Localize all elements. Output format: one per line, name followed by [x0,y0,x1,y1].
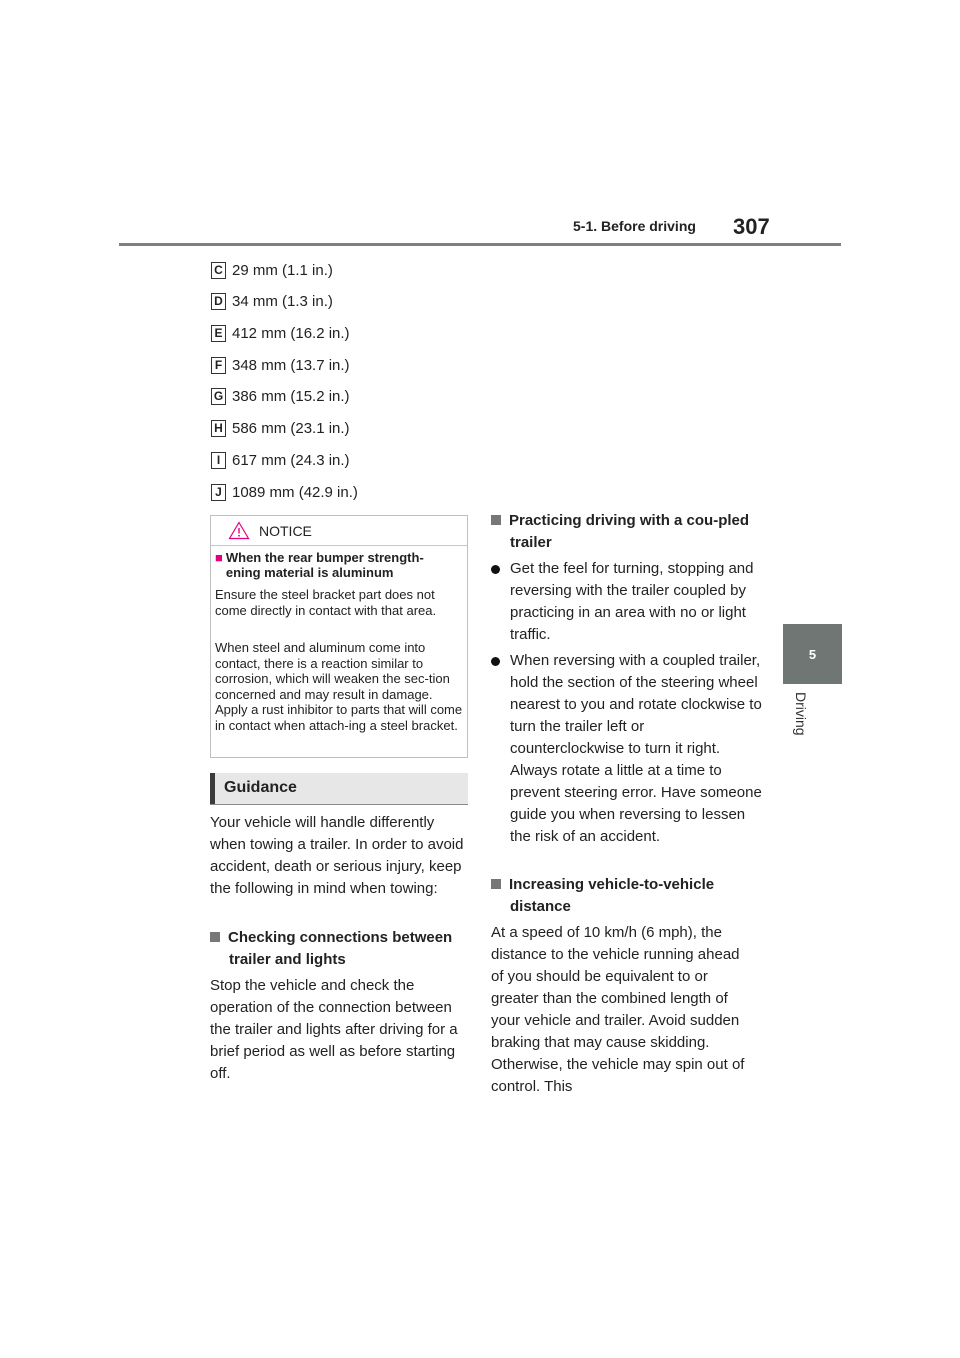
page-number: 307 [733,214,770,239]
notice-title: NOTICE [259,523,312,539]
section-heading-distance: Increasing vehicle-to-vehicle distance [491,874,768,918]
dimension-key: J [211,484,226,501]
bullet-dot-icon [491,657,500,666]
dimension-item [211,481,358,503]
dimension-value: 1089 mm (42.9 in.) [232,483,358,501]
connections-text: Stop the vehicle and check the operation of the connection between the trailer and lights after driving for a brief period as well as before starting off. [210,977,458,1082]
square-bullet-icon [210,932,220,942]
dimension-key: E [211,325,226,342]
bullet-item: Get the feel for turning, stopping and reversing with the trailer coupled by practicing in an area with no or light traffic. [491,558,762,646]
dimension-item [211,385,350,407]
notice-box [210,515,468,758]
heading-bar [210,773,215,804]
bullet-dot-icon [491,565,500,574]
square-bullet-icon [491,879,501,889]
section-heading-practicing: Practicing driving with a cou-pled trailer [491,510,768,554]
section-heading-connections: Checking connections between trailer and lights [210,927,487,971]
guidance-intro: Your vehicle will handle differently when towing a trailer. In order to avoid accident, death or serious injury, keep the following in mind when towing: [210,814,464,897]
dimension-item [211,290,333,312]
chapter-tab[interactable]: 5 [783,624,842,684]
square-bullet-icon: ■ [215,550,223,565]
dimension-key: F [211,357,226,374]
dimension-key: G [211,388,226,405]
notice-paragraph: Ensure the steel bracket part does not come directly in contact with that area. [215,587,437,618]
dimension-key: H [211,420,226,437]
dimension-value: 617 mm (24.3 in.) [232,451,350,469]
dimension-value: 386 mm (15.2 in.) [232,387,350,405]
notice-subheading: ■ When the rear bumper strength-ening material is aluminum [215,550,424,580]
notice-header [211,516,467,546]
notice-paragraph: When steel and aluminum come into contact, there is a reaction similar to corrosion, which will weaken the sec-tion concerned and may result in damage. Apply a rust inhibitor to parts that will come in contact when attach-ing a steel bracket. [215,640,463,733]
guidance-heading: Guidance [210,773,468,805]
dimension-value: 412 mm (16.2 in.) [232,324,350,342]
bullet-item: When reversing with a coupled trailer, hold the section of the steering wheel nearest to you and rotate clockwise to turn the trailer left or counterclockwise to turn it right. Always rotate a little at a time to prevent steering error. Have someone guide you when reversing to lessen the risk of an accident. [491,650,762,848]
header-divider [119,243,841,246]
section-title: 5-1. Before driving [573,218,696,234]
dimension-item [211,354,350,376]
dimension-item [211,417,350,439]
dimension-item [211,259,333,281]
dimension-key: I [211,452,226,469]
dimension-key: D [211,293,226,310]
chapter-label: Driving [793,692,809,736]
warning-icon [228,521,250,545]
dimension-key: C [211,262,226,279]
dimension-value: 586 mm (23.1 in.) [232,419,350,437]
dimension-item [211,322,350,344]
dimension-item [211,449,350,471]
dimension-value: 34 mm (1.3 in.) [232,292,333,310]
dimension-value: 348 mm (13.7 in.) [232,356,350,374]
square-bullet-icon [491,515,501,525]
distance-text: At a speed of 10 km/h (6 mph), the distance to the vehicle running ahead of you should be equivalent to or greater than the combined length of your vehicle and trailer. Avoid sudden braking that may cause skidding. Otherwise, the vehicle may spin out of control. This [491,924,745,1095]
dimension-value: 29 mm (1.1 in.) [232,261,333,279]
